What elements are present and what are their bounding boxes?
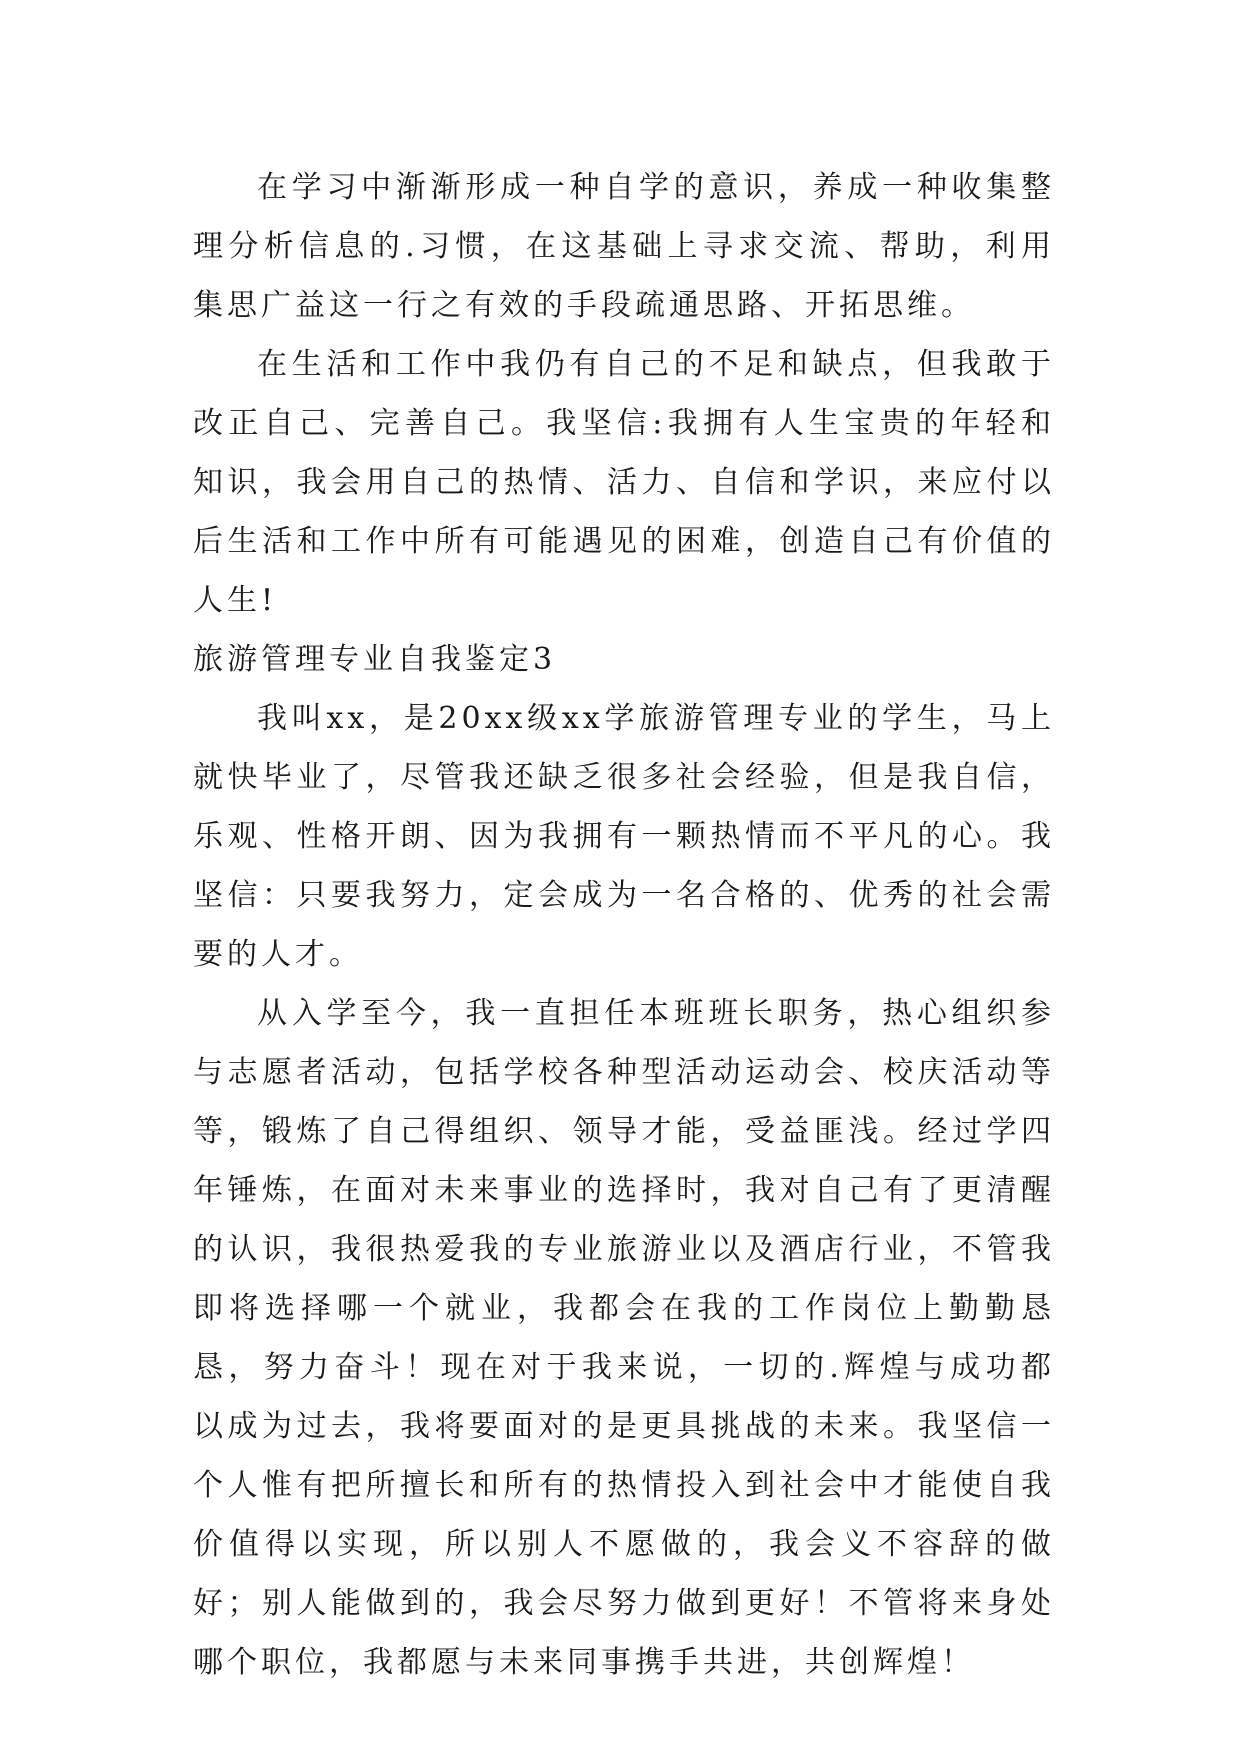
paragraph-introduction: 我叫xx，是20xx级xx学旅游管理专业的学生，马上就快毕业了，尽管我还缺乏很多社会经验，但是我自信，乐观、性格开朗、因为我拥有一颗热情而不平凡的心。我坚信：只要我努力，定会成为一名合格的、优秀的社会需要的人才。 bbox=[193, 701, 1055, 972]
paragraph-self-study: 在学习中渐渐形成一种自学的意识，养成一种收集整理分析信息的.习惯，在这基础上寻求交流、帮助，利用集思广益这一行之有效的手段疏通思路、开拓思维。 bbox=[193, 170, 1055, 323]
document-body bbox=[193, 158, 1055, 1692]
paragraph-experience: 从入学至今，我一直担任本班班长职务，热心组织参与志愿者活动，包括学校各种型活动运动会、校庆活动等等，锻炼了自己得组织、领导才能，受益匪浅。经过学四年锤炼，在面对未来事业的选择时，我对自己有了更清醒的认识，我很热爱我的专业旅游业以及酒店行业，不管我即将选择哪一个就业，我都会在我的工作岗位上勤勤恳恳，努力奋斗！现在对于我来说，一切的.辉煌与成功都以成为过去，我将要面对的是更具挑战的未来。我坚信一个人惟有把所擅长和所有的热情投入到社会中才能使自我价值得以实现，所以别人不愿做的，我会义不容辞的做好；别人能做到的，我会尽努力做到更好！不管将来身处哪个职位，我都愿与未来同事携手共进，共创辉煌！ bbox=[193, 996, 1055, 1680]
paragraph-shortcomings: 在生活和工作中我仍有自己的不足和缺点，但我敢于改正自己、完善自己。我坚信:我拥有人生宝贵的年轻和知识，我会用自己的热情、活力、自信和学识，来应付以后生活和工作中所有可能遇见的困难，创造自己有价值的人生! bbox=[193, 347, 1055, 618]
section-title: 旅游管理专业自我鉴定3 bbox=[193, 642, 557, 677]
